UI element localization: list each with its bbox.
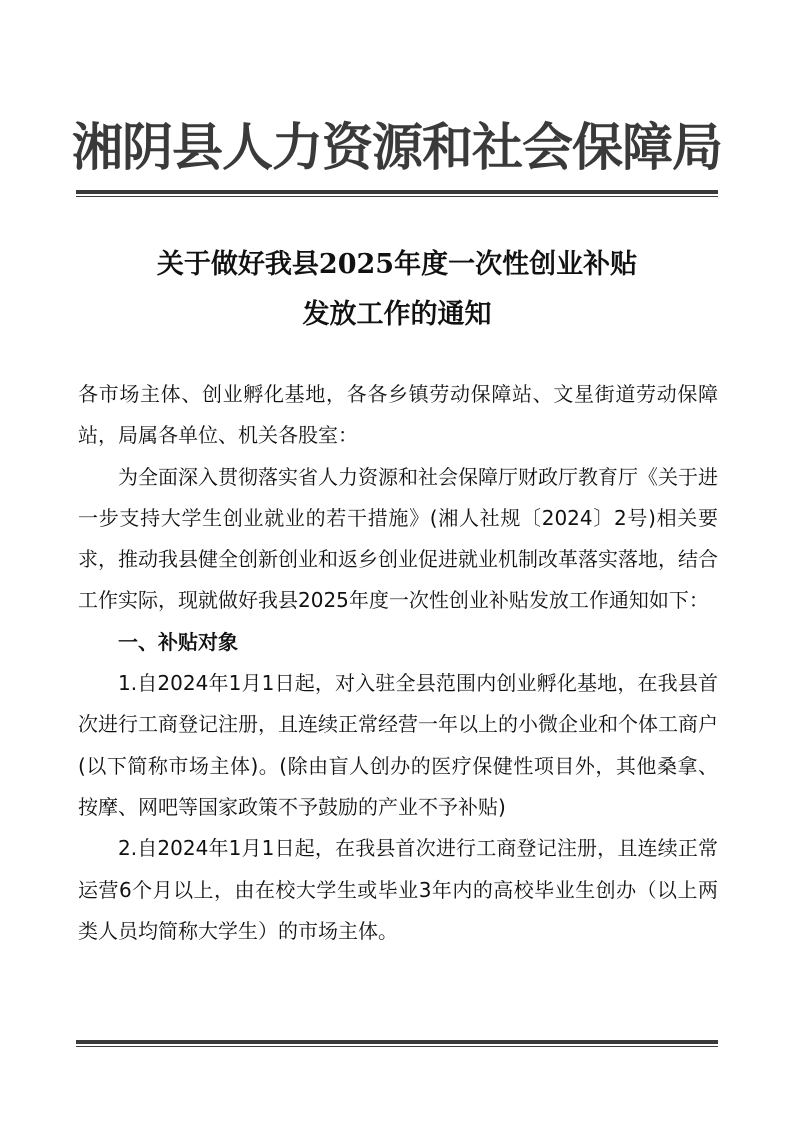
- document-title: [0, 240, 794, 340]
- title-line-2: 发放工作的通知: [302, 299, 492, 330]
- section-heading: 一、补贴对象: [118, 629, 238, 654]
- item-1-paragraph: 1.自2024年1月1日起，对入驻全县范围内创业孵化基地，在我县首次进行工商登记注册，且连续正常经营一年以上的小微企业和个体工商户(以下简称市场主体)。(除由盲人创办的医疗保健性项目外，其他桑拿、按摩、网吧等国家政策不予鼓励的产业不予补贴): [78, 671, 718, 819]
- footer-divider: [76, 1040, 718, 1047]
- document-body: [78, 374, 718, 952]
- agency-letterhead: 湘阴县人力资源和社会保障局: [71, 118, 722, 178]
- intro-paragraph: 为全面深入贯彻落实省人力资源和社会保障厅财政厅教育厅《关于进一步支持大学生创业就业的若干措施》(湘人社规〔2024〕2号)相关要求，推动我县健全创新创业和返乡创业促进就业机制改革落实落地，结合工作实际，现就做好我县2025年度一次性创业补贴发放工作通知如下：: [78, 464, 718, 613]
- title-line-1: 关于做好我县2025年度一次性创业补贴: [156, 249, 638, 280]
- letterhead-divider: [76, 190, 718, 197]
- item-2-paragraph: 2.自2024年1月1日起，在我县首次进行工商登记注册，且连续正常运营6个月以上，由在校大学生或毕业3年内的高校毕业生创办（以上两类人员均简称大学生）的市场主体。: [78, 836, 718, 943]
- addressee-paragraph: 各市场主体、创业孵化基地，各各乡镇劳动保障站、文星街道劳动保障站，局属各单位、机关各股室：: [78, 382, 718, 448]
